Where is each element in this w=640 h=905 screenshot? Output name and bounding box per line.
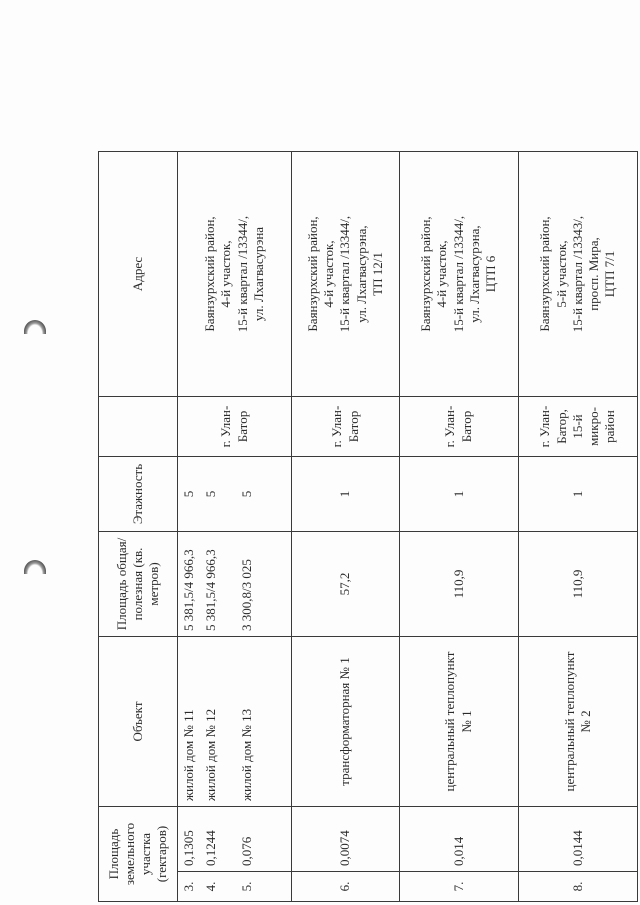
punch-hole-icon (24, 560, 46, 574)
area-value: 0,014 (399, 807, 518, 872)
table-row (399, 152, 518, 902)
table-header-row (99, 152, 178, 902)
area-value: 0,0074 (292, 807, 399, 872)
object-name: центральный теплопункт (442, 651, 458, 792)
row-number: 8. (518, 872, 637, 902)
city-cell (518, 397, 637, 457)
address-cell (292, 152, 399, 397)
address-line: ТП 12/1 (369, 252, 385, 296)
object-cell (518, 637, 637, 807)
area-cell (178, 807, 292, 872)
floor-area-value: 3 300,8/3 025 (239, 559, 254, 631)
floors-value: 5 (203, 490, 218, 498)
address-line: 15-й квартал /13344/, (450, 215, 466, 333)
city-line: Батор, (553, 409, 569, 444)
address-line: 4-й участок, (218, 240, 234, 308)
row-number: 6. (292, 872, 399, 902)
city-line: микро- (586, 407, 602, 446)
table-row (518, 152, 637, 902)
floor-area-value: 5 381,5/4 966,3 (181, 549, 196, 631)
table-row (292, 152, 399, 902)
address-line: Баянзурхский район, (418, 216, 434, 332)
city-line: 15-й (569, 414, 585, 439)
city-line: Батор (234, 410, 250, 443)
floor-area-value: 110,9 (518, 532, 637, 637)
header-address: Адрес (99, 152, 178, 397)
city-cell (399, 397, 518, 457)
floor-area-cell (178, 532, 292, 637)
header-object: Объект (99, 637, 178, 807)
row-number: 4. (203, 881, 218, 892)
table-row (178, 152, 292, 902)
floors-value: 1 (292, 457, 399, 532)
address-line: 15-й квартал /13343/, (569, 215, 585, 333)
punch-hole-icon (24, 320, 46, 334)
city-cell (178, 397, 292, 457)
row-number: 5. (239, 881, 254, 892)
address-line: Баянзурхский район, (537, 216, 553, 332)
floors-value: 1 (518, 457, 637, 532)
floor-area-value: 110,9 (399, 532, 518, 637)
object-name: центральный теплопункт (561, 651, 577, 792)
address-line: Баянзурхский район, (304, 216, 320, 332)
header-area: Площадь земельного участка (гектаров) (99, 807, 178, 902)
address-line: 15-й квартал /13344/, (234, 215, 250, 333)
city-line: г. Улан- (329, 405, 345, 448)
address-line: 5-й участок, (553, 240, 569, 308)
property-table (98, 152, 638, 902)
address-line: 4-й участок, (434, 240, 450, 308)
area-value: 0,0144 (518, 807, 637, 872)
city-line: Батор (345, 410, 361, 443)
address-cell (178, 152, 292, 397)
address-line: просп. Мира, (586, 237, 602, 311)
address-cell (399, 152, 518, 397)
header-floors: Этажность (99, 457, 178, 532)
city-line: г. Улан- (218, 405, 234, 448)
object-cell (178, 637, 292, 807)
address-line: ул. Лхагвасурэна, (353, 225, 369, 323)
object-name: № 1 (458, 710, 474, 733)
address-line: ул. Лхагвасурэна (250, 226, 266, 322)
object-cell (399, 637, 518, 807)
object-name: № 2 (577, 710, 593, 733)
floors-cell (178, 457, 292, 532)
city-line: Батор (458, 410, 474, 443)
row-number: 3. (181, 881, 196, 892)
header-city (99, 397, 178, 457)
floors-value: 5 (181, 490, 196, 498)
address-cell (518, 152, 637, 397)
object-name: жилой дом № 11 (181, 709, 196, 801)
row-number-cell (178, 872, 292, 902)
address-line: 4-й участок, (321, 240, 337, 308)
area-value: 0,1305 (181, 830, 196, 866)
floor-area-value: 5 381,5/4 966,3 (203, 549, 218, 631)
city-line: г. Улан- (442, 405, 458, 448)
floor-area-value: 57,2 (292, 532, 399, 637)
row-number: 7. (399, 872, 518, 902)
address-line: 15-й квартал /13344/, (337, 215, 353, 333)
city-line: район (602, 410, 618, 443)
address-line: ЦТП 7/1 (602, 250, 618, 298)
object-name: жилой дом № 12 (203, 708, 218, 801)
floors-value: 1 (399, 457, 518, 532)
city-line: г. Улан- (537, 405, 553, 448)
object-name: трансформаторная № 1 (292, 637, 399, 807)
area-value: 0,1244 (203, 830, 218, 866)
address-line: Баянзурхский район, (202, 216, 218, 332)
address-line: ЦТП 6 (483, 255, 499, 293)
city-cell (292, 397, 399, 457)
area-value: 0,076 (239, 836, 254, 866)
object-name: жилой дом № 13 (239, 708, 254, 801)
floors-value: 5 (239, 490, 254, 498)
address-line: ул. Лхагвасурэна, (466, 225, 482, 323)
header-floor-area: Площадь общая/полезная (кв. метров) (99, 532, 178, 637)
